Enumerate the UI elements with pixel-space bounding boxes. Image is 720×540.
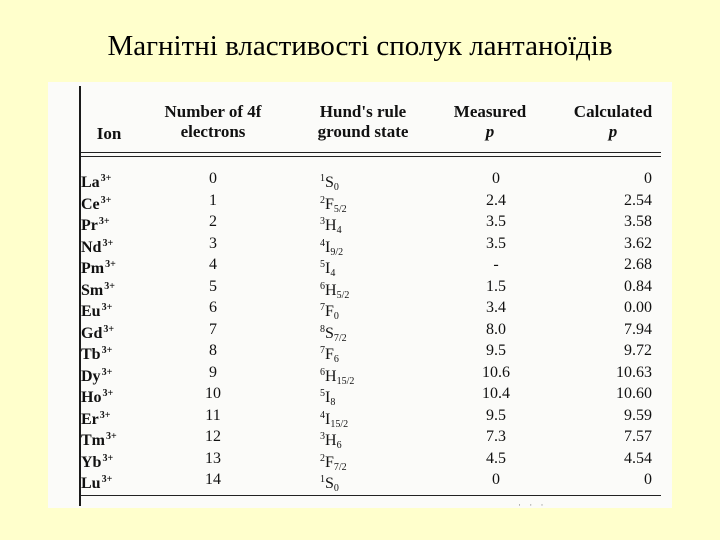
ground-state-cell: $^1$S0 <box>320 474 339 494</box>
ion-cell: $Ce^{3+}$ <box>81 194 112 213</box>
header-calculated-p: Calculated p <box>573 102 653 141</box>
4f-electrons-cell: 5 <box>209 277 217 295</box>
measured-p-cell: 9.5 <box>486 406 506 424</box>
ion-cell: $Dy^{3+}$ <box>81 366 113 385</box>
4f-electrons-cell: 3 <box>209 234 217 252</box>
calculated-p-cell: 2.68 <box>624 256 652 273</box>
ground-state-cell: $^8$S7/2 <box>320 323 347 344</box>
4f-electrons-cell: 11 <box>205 406 221 424</box>
measured-p-cell: 10.6 <box>482 363 510 381</box>
ground-state-cell: $^3$H4 <box>320 216 342 236</box>
measured-p-cell: 7.3 <box>486 428 506 445</box>
ground-state-cell: $^2$F7/2 <box>320 452 347 473</box>
calculated-p-cell: 4.54 <box>624 449 652 467</box>
ion-cell: $Gd^{3+}$ <box>81 323 115 342</box>
ion-cell: $Lu^{3+}$ <box>81 474 113 492</box>
ground-state-cell: $^7$F0 <box>320 302 339 322</box>
calculated-p-cell: 3.58 <box>624 213 652 230</box>
ground-state-cell: $^3$H6 <box>320 431 342 451</box>
ion-cell: $Nd^{3+}$ <box>81 237 114 256</box>
ground-state-cell: $^4$I9/2 <box>320 237 344 258</box>
header-rule-bottom <box>81 156 661 157</box>
measured-p-cell: 8.0 <box>486 320 506 338</box>
ground-state-cell: $^1$S0 <box>320 173 339 193</box>
calculated-p-cell: 0.84 <box>624 277 652 295</box>
ion-cell: $Eu^{3+}$ <box>81 302 113 320</box>
ion-cell: $Sm^{3+}$ <box>81 280 115 299</box>
header-ion: Ion <box>96 124 122 143</box>
calculated-p-cell: 7.94 <box>624 320 652 338</box>
ion-cell: $Er^{3+}$ <box>81 409 111 428</box>
4f-electrons-cell: 8 <box>209 342 217 359</box>
calculated-p-cell: 9.72 <box>624 342 652 359</box>
4f-electrons-cell: 4 <box>209 256 217 273</box>
4f-electrons-cell: 14 <box>205 471 221 488</box>
measured-p-cell: 2.4 <box>486 191 506 209</box>
measured-p-cell: 3.5 <box>486 234 506 252</box>
calculated-p-cell: 9.59 <box>624 406 652 424</box>
table-bottom-rule <box>81 495 661 496</box>
measured-p-cell: 3.5 <box>486 213 506 230</box>
4f-electrons-cell: 7 <box>209 320 217 338</box>
4f-electrons-cell: 12 <box>205 428 221 445</box>
header-measured-p: Measured p <box>453 102 527 141</box>
measured-p-cell: - <box>493 256 499 273</box>
ion-cell: $Yb^{3+}$ <box>81 452 114 471</box>
measured-p-cell: 0 <box>492 170 500 187</box>
4f-electrons-cell: 0 <box>209 170 217 187</box>
measured-p-cell: 10.4 <box>482 385 510 402</box>
4f-electrons-cell: 10 <box>205 385 221 402</box>
scanned-table <box>48 82 672 508</box>
calculated-p-cell: 0 <box>644 471 652 488</box>
calculated-p-cell: 0.00 <box>624 299 652 316</box>
ground-state-cell: $^4$I15/2 <box>320 409 349 430</box>
measured-p-cell: 4.5 <box>486 449 506 467</box>
ground-state-cell: $^2$F5/2 <box>320 194 347 215</box>
ion-cell: $Tb^{3+}$ <box>81 345 113 363</box>
header-hund-ground-state: Hund's rule ground state <box>317 102 409 141</box>
ground-state-cell: $^7$F6 <box>320 345 339 365</box>
ground-state-cell: $^6$H15/2 <box>320 366 355 387</box>
measured-p-cell: 9.5 <box>486 342 506 359</box>
calculated-p-cell: 2.54 <box>624 191 652 209</box>
ion-cell: $Tm^{3+}$ <box>81 431 117 449</box>
ground-state-cell: $^5$I4 <box>320 259 336 279</box>
ion-cell: $La^{3+}$ <box>81 173 112 191</box>
calculated-p-cell: 10.63 <box>616 363 652 381</box>
header-rule-top <box>81 152 661 153</box>
4f-electrons-cell: 6 <box>209 299 217 316</box>
ion-cell: $Pr^{3+}$ <box>81 216 110 234</box>
ground-state-cell: $^6$H5/2 <box>320 280 350 301</box>
header-4f-electrons: Number of 4f electrons <box>164 102 262 141</box>
calculated-p-cell: 3.62 <box>624 234 652 252</box>
measured-p-cell: 1.5 <box>486 277 506 295</box>
ion-cell: $Pm^{3+}$ <box>81 259 116 277</box>
4f-electrons-cell: 13 <box>205 449 221 467</box>
ion-cell: $Ho^{3+}$ <box>81 388 114 406</box>
measured-p-cell: 0 <box>492 471 500 488</box>
ground-state-cell: $^5$I8 <box>320 388 336 408</box>
calculated-p-cell: 10.60 <box>616 385 652 402</box>
calculated-p-cell: 7.57 <box>624 428 652 445</box>
4f-electrons-cell: 2 <box>209 213 217 230</box>
4f-electrons-cell: 9 <box>209 363 217 381</box>
4f-electrons-cell: 1 <box>209 191 217 209</box>
page-title: Магнітні властивості сполук лантаноїдів <box>107 30 613 62</box>
calculated-p-cell: 0 <box>644 170 652 187</box>
page-footer-mark: · · · <box>518 500 547 510</box>
measured-p-cell: 3.4 <box>486 299 506 316</box>
